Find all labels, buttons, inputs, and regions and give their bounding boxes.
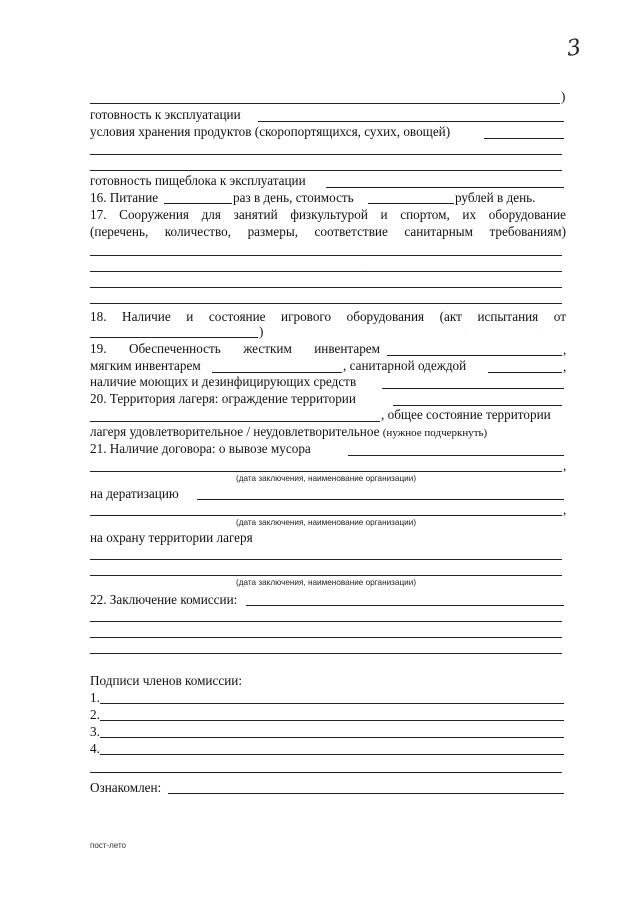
sanitary-clothing-label: , санитарной одеждой (343, 358, 467, 373)
hint-note: (дата заключения, наименование организации) (236, 578, 417, 587)
blank-line (90, 103, 560, 104)
territory-assessment-text: лагеря удовлетворительное / неудовлетворительное (90, 424, 380, 439)
item-16-cost: рублей в день. (455, 190, 536, 205)
territory-state-label: , общее состояние территории (381, 407, 551, 422)
blank-line (90, 772, 562, 773)
signature-line (100, 703, 564, 704)
blank-line (197, 499, 564, 500)
signatures-title: Подписи членов комиссии: (90, 673, 242, 688)
blank-line (90, 471, 562, 472)
territory-assessment-label (90, 424, 487, 441)
item-19-label: 19. Обеспеченность жестким инвентарем (90, 341, 380, 356)
item-16-times: раз в день, стоимость (233, 190, 354, 205)
detergents-label: наличие моющих и дезинфицирующих средств (90, 374, 357, 389)
security-label: на охрану территории лагеря (90, 530, 253, 545)
signature-line (100, 737, 564, 738)
blank-line (348, 455, 564, 456)
blank-line (382, 388, 564, 389)
signature-1-label: 1. (90, 690, 100, 705)
blank-line (90, 559, 562, 560)
soft-inventory-label: мягким инвентарем (90, 358, 201, 373)
blank-line (90, 653, 562, 654)
comma: , (563, 458, 567, 473)
signature-line (100, 754, 564, 755)
item-16-label: 16. Питание (90, 190, 159, 205)
footer-note: пост-лето (90, 841, 126, 850)
scan-speck: · (540, 326, 542, 332)
blank-line (90, 515, 562, 516)
comma: , (563, 342, 567, 357)
blank-line (246, 605, 564, 606)
blank-line (90, 271, 562, 272)
item-21-label: 21. Наличие договора: о вывозе мусора (90, 441, 311, 456)
blank-line (90, 154, 562, 155)
hint-note: (дата заключения, наименование организации) (236, 474, 417, 483)
blank-line (212, 372, 342, 373)
acquainted-label: Ознакомлен: (90, 780, 162, 795)
deratization-label: на дератизацию (90, 486, 179, 501)
blank-line (387, 355, 562, 356)
blank-line (90, 255, 562, 256)
item-18-label: 18. Наличие и состояние игрового оборудования (акт испытания от (90, 309, 566, 324)
scan-speck: · (365, 267, 367, 273)
blank-line (90, 575, 562, 576)
closing-paren: ) (561, 89, 566, 104)
signature-4-label: 4. (90, 741, 100, 756)
item-20-label: 20. Территория лагеря: ограждение территории (90, 391, 356, 406)
blank-line (168, 793, 564, 794)
blank-line (90, 337, 258, 338)
item-17-details: (перечень, количество, размеры, соответствие санитарным требованиям) (90, 224, 566, 239)
blank-line (164, 203, 232, 204)
blank-line (258, 121, 564, 122)
kitchen-readiness-label: готовность пищеблока к эксплуатации (90, 173, 306, 188)
readiness-label: готовность к эксплуатации (90, 107, 241, 122)
blank-line (484, 138, 564, 139)
blank-line (90, 287, 562, 288)
blank-line (90, 637, 562, 638)
blank-line (90, 421, 380, 422)
blank-line (90, 621, 562, 622)
blank-line (326, 187, 564, 188)
signature-3-label: 3. (90, 724, 100, 739)
storage-conditions-label: условия хранения продуктов (скоропортящихся, сухих, овощей) (90, 124, 451, 139)
item-17-label: 17. Сооружения для занятий физкультурой и спортом, их оборудование (90, 207, 566, 222)
hint-note: (дата заключения, наименование организации) (236, 518, 417, 527)
signature-2-label: 2. (90, 707, 100, 722)
comma: , (563, 502, 567, 517)
item-22-label: 22. Заключение комиссии: (90, 592, 238, 607)
blank-line (393, 405, 562, 406)
signature-line (100, 720, 564, 721)
comma: , (563, 359, 567, 374)
blank-line (368, 203, 454, 204)
item-18-close: ) (259, 324, 264, 339)
page-number: 3 (565, 35, 583, 62)
underline-hint: (нужное подчеркнуть) (382, 427, 488, 439)
blank-line (488, 372, 562, 373)
blank-line (90, 170, 562, 171)
blank-line (90, 303, 562, 304)
scan-speck: · (465, 330, 467, 336)
